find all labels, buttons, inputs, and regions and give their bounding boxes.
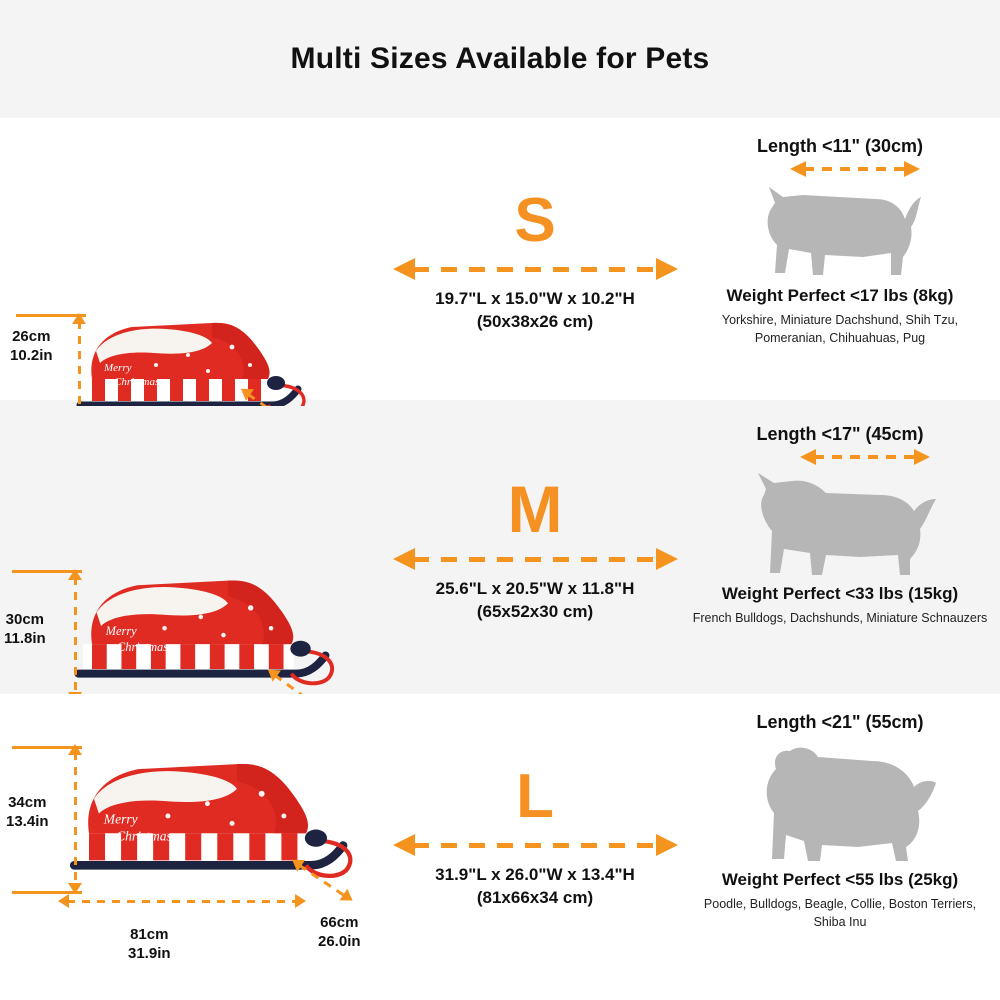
product-illustration-medium <box>0 406 390 688</box>
page-header <box>0 0 1000 118</box>
dimensions-small: 19.7"L x 15.0"W x 10.2"H (50x38x26 cm) <box>435 289 635 331</box>
svg-text:Merry: Merry <box>103 811 138 827</box>
size-arrow-medium <box>393 548 678 570</box>
height-tick-top-medium <box>12 570 82 573</box>
dog-breeds-large: Poodle, Bulldogs, Beagle, Collie, Boston Terriers, Shiba Inu <box>703 897 977 930</box>
size-row-medium <box>0 406 1000 688</box>
height-measure-medium <box>68 569 82 703</box>
dog-weight-small: Weight Perfect <17 lbs (8kg) <box>726 286 954 305</box>
dog-length-arrow-small <box>790 161 920 177</box>
height-label-medium: 30cm 11.8in <box>4 611 46 647</box>
size-info-medium <box>390 406 680 688</box>
dog-weight-large: Weight Perfect <55 lbs (25kg) <box>721 870 959 889</box>
page-title: Multi Sizes Available for Pets <box>290 42 710 75</box>
size-info-small <box>390 118 680 400</box>
sleigh-text-christmas: Christmas <box>114 376 160 388</box>
width-label-large: 66cm 26.0in <box>318 914 361 950</box>
dog-breeds-small: Yorkshire, Miniature Dachshund, Shih Tzu, Pomeranian, Chihuahuas, Pug <box>721 313 959 346</box>
length-label-large: 81cm 31.9in <box>128 926 171 962</box>
dog-silhouette-small-icon <box>745 179 935 284</box>
size-row-large <box>0 694 1000 976</box>
svg-text:Christmas: Christmas <box>116 639 169 654</box>
dog-silhouette-medium-icon <box>740 467 940 582</box>
size-letter-large: L <box>516 762 554 832</box>
height-tick-top-small <box>16 314 86 317</box>
dog-breeds-medium: French Bulldogs, Dachshunds, Miniature Schnauzers <box>692 611 988 625</box>
dog-info-small <box>680 118 1000 400</box>
height-measure-large <box>68 744 82 894</box>
svg-text:Merry: Merry <box>105 624 137 639</box>
christmas-sleigh-icon-large <box>52 726 422 901</box>
size-letter-medium: M <box>507 472 563 547</box>
height-tick-top-large <box>12 746 82 749</box>
dimensions-large: 31.9"L x 26.0"W x 13.4"H (81x66x34 cm) <box>435 865 635 907</box>
product-illustration-small <box>0 118 390 400</box>
sleigh-text-merry: Merry <box>104 362 132 374</box>
dog-length-arrow-medium <box>800 449 930 465</box>
height-label-large: 34cm 13.4in <box>6 794 49 830</box>
dog-length-medium: Length <17" (45cm) <box>756 424 924 444</box>
size-arrow-small <box>393 258 678 280</box>
dog-weight-medium: Weight Perfect <33 lbs (15kg) <box>721 584 959 603</box>
dog-length-small: Length <11" (30cm) <box>756 136 924 156</box>
height-measure-small <box>72 313 86 418</box>
dog-silhouette-large-icon <box>740 743 940 868</box>
size-row-small <box>0 118 1000 400</box>
dimensions-medium: 25.6"L x 20.5"W x 11.8"H (65x52x30 cm) <box>435 579 635 621</box>
height-label-small: 26cm 10.2in <box>10 328 53 364</box>
product-illustration-large <box>0 694 390 976</box>
svg-text:Christmas: Christmas <box>116 828 172 844</box>
size-info-large <box>390 694 680 976</box>
dog-info-large <box>680 694 1000 976</box>
christmas-sleigh-icon-medium <box>58 546 398 706</box>
size-letter-small: S <box>514 186 556 256</box>
size-arrow-large <box>393 834 678 856</box>
dog-length-large: Length <21" (55cm) <box>756 712 924 732</box>
dog-info-medium <box>680 406 1000 688</box>
